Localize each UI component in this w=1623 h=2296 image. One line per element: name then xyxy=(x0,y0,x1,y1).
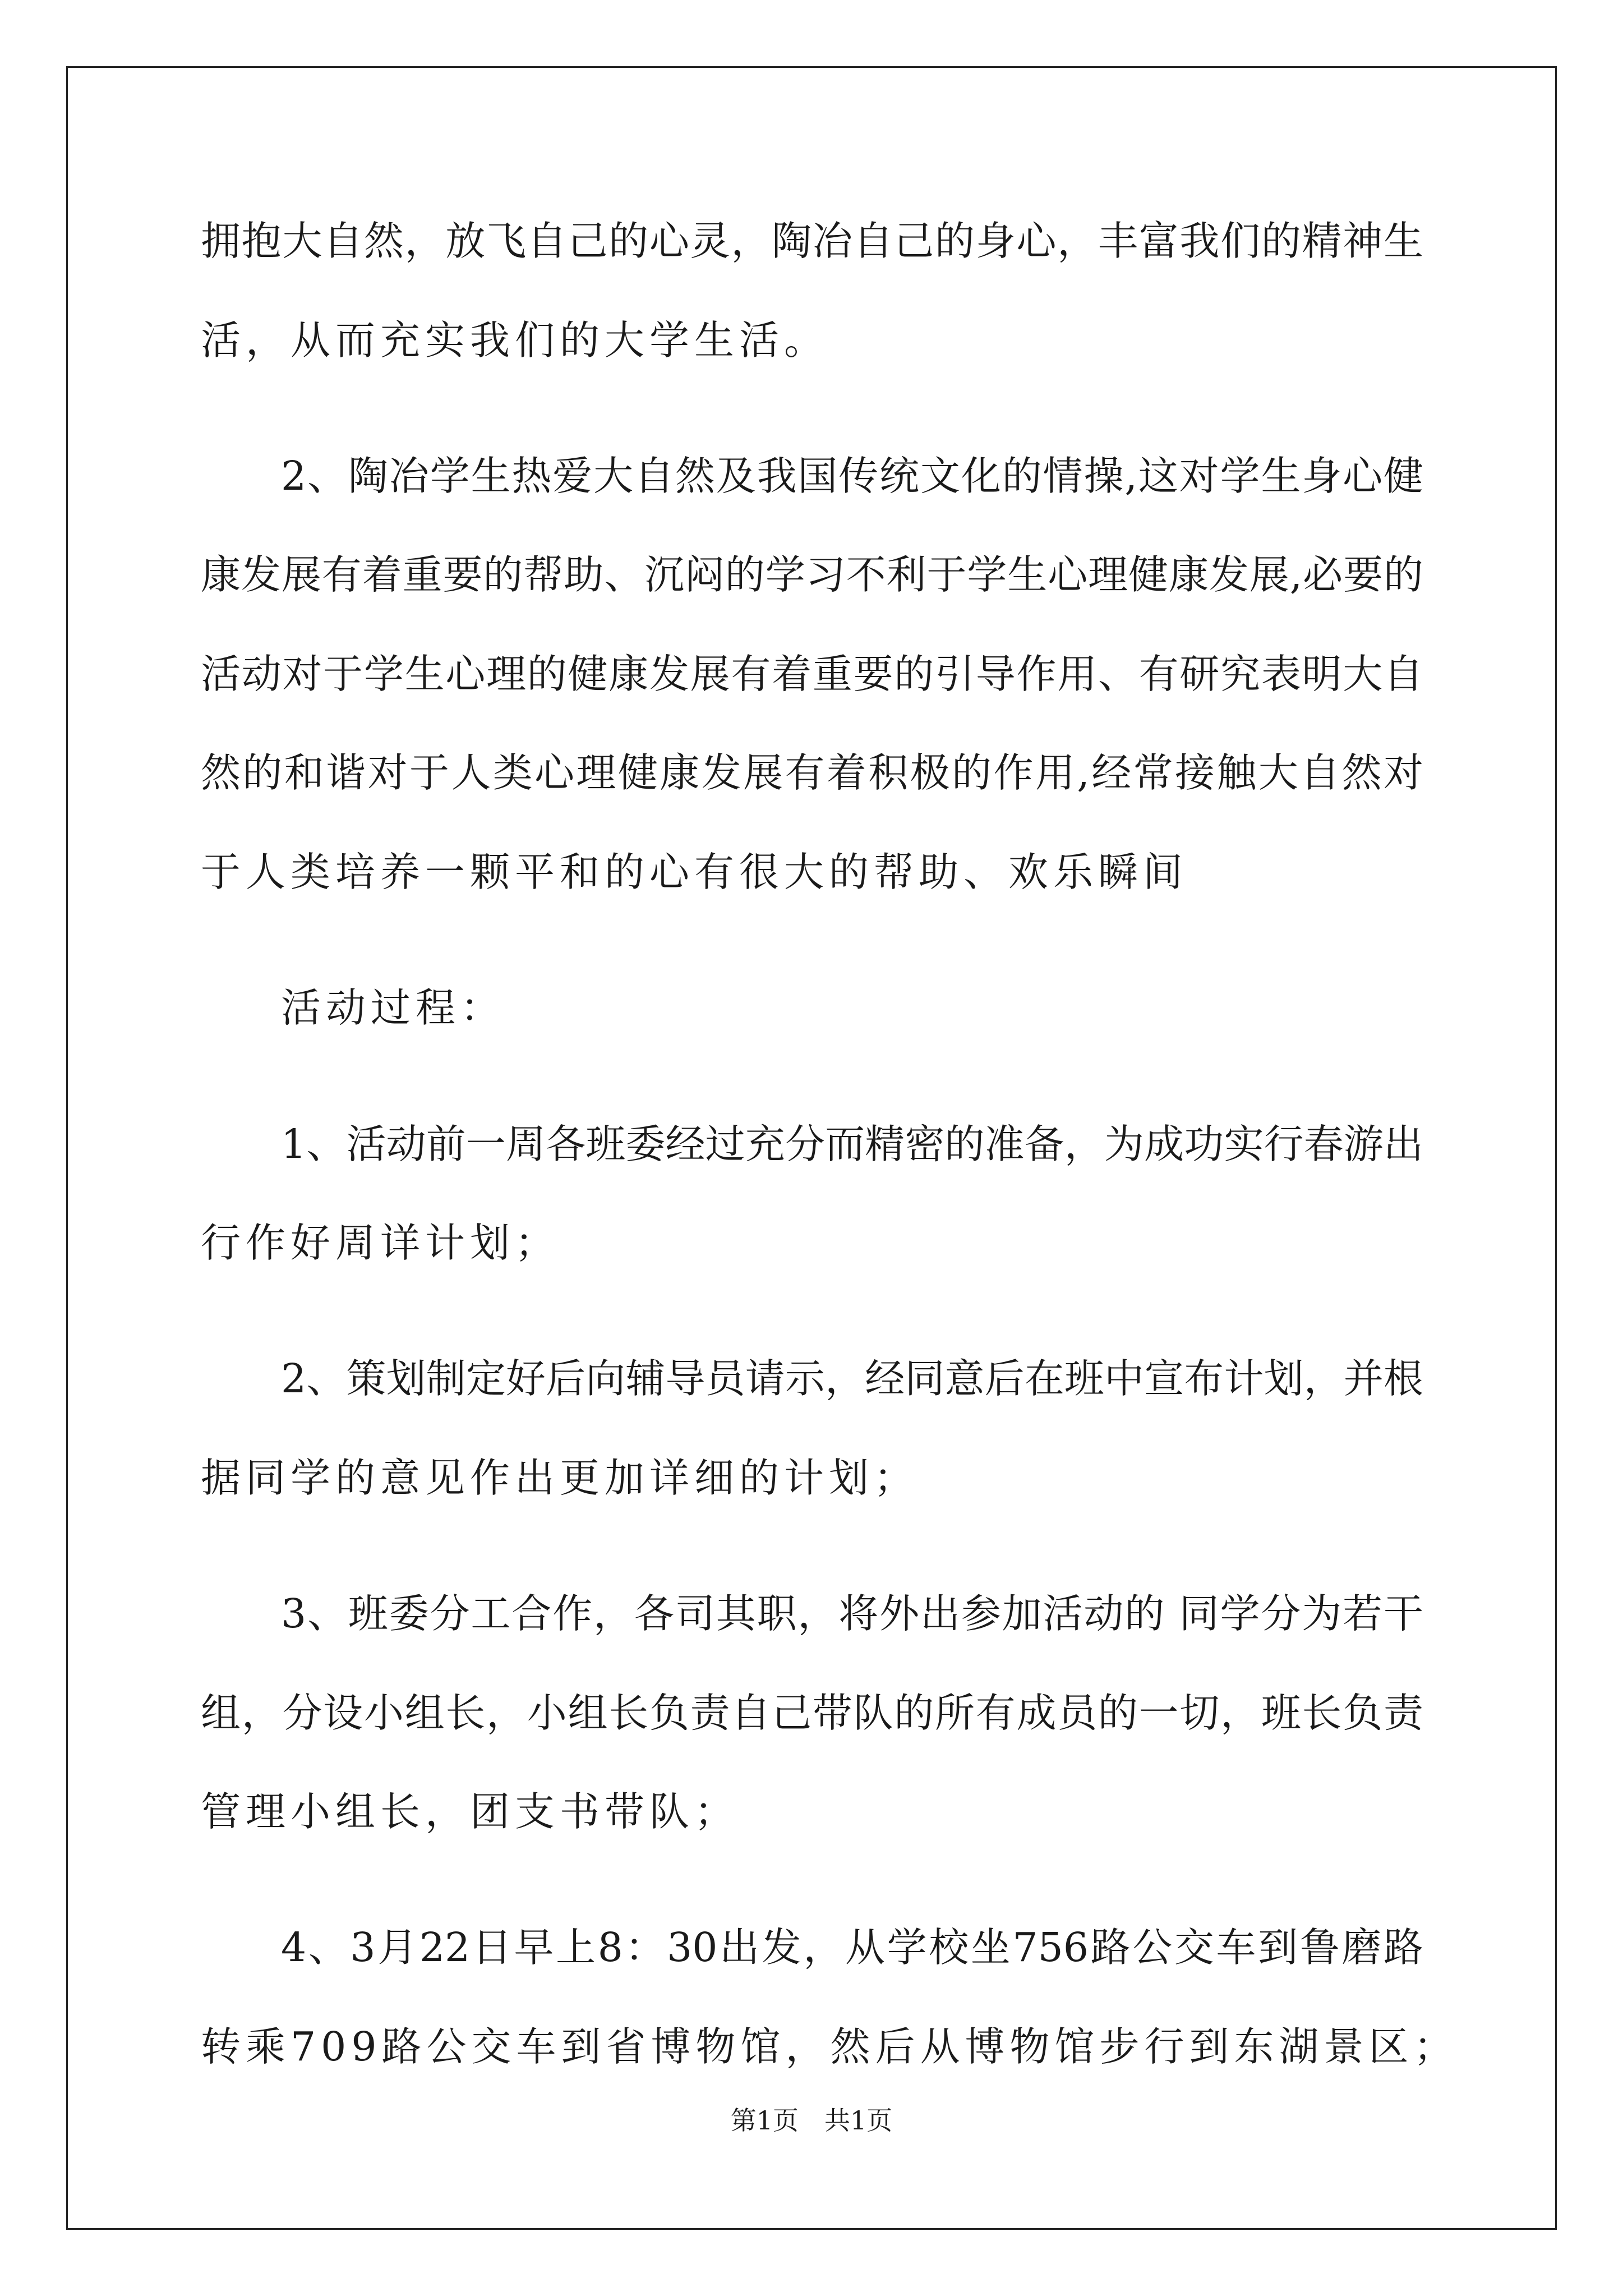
text-line: 康发展有着重要的帮助、沉闷的学习不利于学生心理健康发展,必要的 xyxy=(201,551,1423,598)
text-line: 2、陶冶学生热爱大自然及我国传统文化的情操,这对学生身心健 xyxy=(281,453,1423,499)
text-line: 4、3月22日早上8：30出发，从学校坐756路公交车到鲁磨路 xyxy=(281,1924,1423,1971)
text-line: 活，从而充实我们的大学生活。 xyxy=(201,317,829,364)
text-line: 管理小组长，团支书带队； xyxy=(201,1788,740,1835)
page-number-total: 共1页 xyxy=(824,2105,893,2136)
text-line: 3、班委分工合作，各司其职，将外出参加活动的 同学分为若干 xyxy=(281,1590,1423,1637)
text-line: 转乘709路公交车到省博物馆，然后从博物馆步行到东湖景区； xyxy=(201,2023,1459,2070)
text-line: 然的和谐对于人类心理健康发展有着积极的作用,经常接触大自然对 xyxy=(201,749,1423,796)
section-heading: 活动过程： xyxy=(281,984,506,1031)
text-line: 组，分设小组长，小组长负责自己带队的所有成员的一切，班长负责 xyxy=(201,1690,1423,1736)
text-line: 行作好周详计划； xyxy=(201,1220,560,1266)
text-line: 2、策划制定好后向辅导员请示，经同意后在班中宣布计划，并根 xyxy=(281,1355,1423,1402)
page-number-current: 第1页 xyxy=(730,2105,799,2136)
page-footer xyxy=(0,2104,1623,2137)
text-line: 1、活动前一周各班委经过充分而精密的准备，为成功实行春游出 xyxy=(281,1121,1423,1167)
text-line: 于人类培养一颗平和的心有很大的帮助、欢乐瞬间 xyxy=(201,849,1188,895)
text-line: 据同学的意见作出更加详细的计划； xyxy=(201,1455,919,1501)
text-line: 拥抱大自然，放飞自己的心灵，陶冶自己的身心，丰富我们的精神生 xyxy=(201,218,1423,264)
text-line: 活动对于学生心理的健康发展有着重要的引导作用、有研究表明大自 xyxy=(201,651,1423,697)
